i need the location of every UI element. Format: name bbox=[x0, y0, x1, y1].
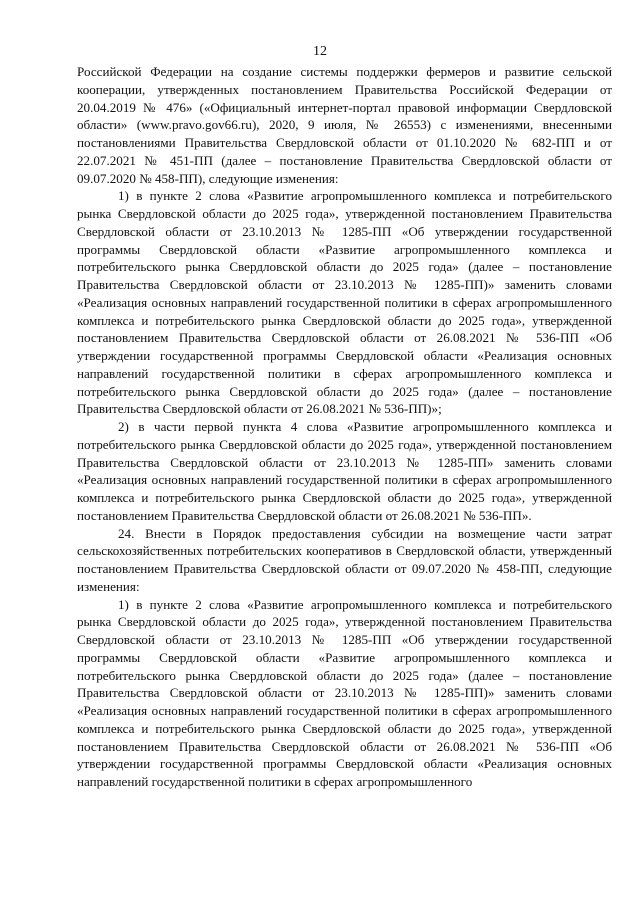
paragraph-continuation: Российской Федерации на создание системы поддержки фермеров и развитие сельской кооперации, утвержденных постановлением Правительства Российской Федерации от 20.04.2019 № 476» («Официальный интернет-портал правовой информации Свердловской области» (www.pravo.gov66.ru), 2020, 9 июля, № 26553) с изменениями, внесенными постановлениями Правительства Свердловской области от 01.10.2020 № 682-ПП и от 22.07.2021 № 451-ПП (далее – постановление Правительства Свердловской области от 09.07.2020 № 458-ПП), следующие изменения: bbox=[77, 64, 612, 186]
paragraph-section-24: 24. Внести в Порядок предоставления субсидии на возмещение части затрат сельскохозяйственных потребительских кооперативов в Свердловской области, утвержденный постановлением Правительства Свердловской области от 09.07.2020 № 458-ПП, следующие изменения: bbox=[77, 525, 612, 594]
document-body bbox=[77, 63, 612, 791]
paragraph-item-2: 2) в части первой пункта 4 слова «Развитие агропромышленного комплекса и потребительского рынка Свердловской области до 2025 года», утвержденной постановлением Правительства Свердловской области от 23.10.2013 № 1285-ПП» заменить словами «Реализация основных направлений государственной политики в сферах агропромышленного комплекса и потребительского рынка Свердловской области до 2025 года», утвержденной постановлением Правительства Свердловской области от 26.08.2021 № 536-ПП». bbox=[77, 419, 612, 523]
page-number: 12 bbox=[313, 44, 327, 59]
paragraph-item-1-section-24: 1) в пункте 2 слова «Развитие агропромышленного комплекса и потребительского рынка Свердловской области до 2025 года», утвержденной постановлением Правительства Свердловской области от 23.10.2013 № 1285-ПП «Об утверждении государственной программы Свердловской области «Развитие агропромышленного комплекса и потребительского рынка Свердловской области до 2025 года» (далее – постановление Правительства Свердловской области от 23.10.2013 № 1285-ПП)» заменить словами «Реализация основных направлений государственной политики в сферах агропромышленного комплекса и потребительского рынка Свердловской области до 2025 года», утвержденной постановлением Правительства Свердловской области от 26.08.2021 № 536-ПП «Об утверждении государственной программы Свердловской области «Реализация основных направлений государственной политики в сферах агропромышленного bbox=[77, 596, 612, 789]
paragraph-item-1: 1) в пункте 2 слова «Развитие агропромышленного комплекса и потребительского рынка Свердловской области до 2025 года», утвержденной постановлением Правительства Свердловской области от 23.10.2013 № 1285-ПП «Об утверждении государственной программы Свердловской области «Развитие агропромышленного комплекса и потребительского рынка Свердловской области до 2025 года» (далее – постановление Правительства Свердловской области от 23.10.2013 № 1285-ПП)» заменить словами «Реализация основных направлений государственной политики в сферах агропромышленного комплекса и потребительского рынка Свердловской области до 2025 года», утвержденной постановлением Правительства Свердловской области от 26.08.2021 № 536-ПП «Об утверждении государственной программы Свердловской области «Реализация основных направлений государственной политики в сферах агропромышленного комплекса и потребительского рынка Свердловской области до 2025 года» (далее – постановление Правительства Свердловской области от 26.08.2021 № 536-ПП)»; bbox=[77, 188, 612, 417]
